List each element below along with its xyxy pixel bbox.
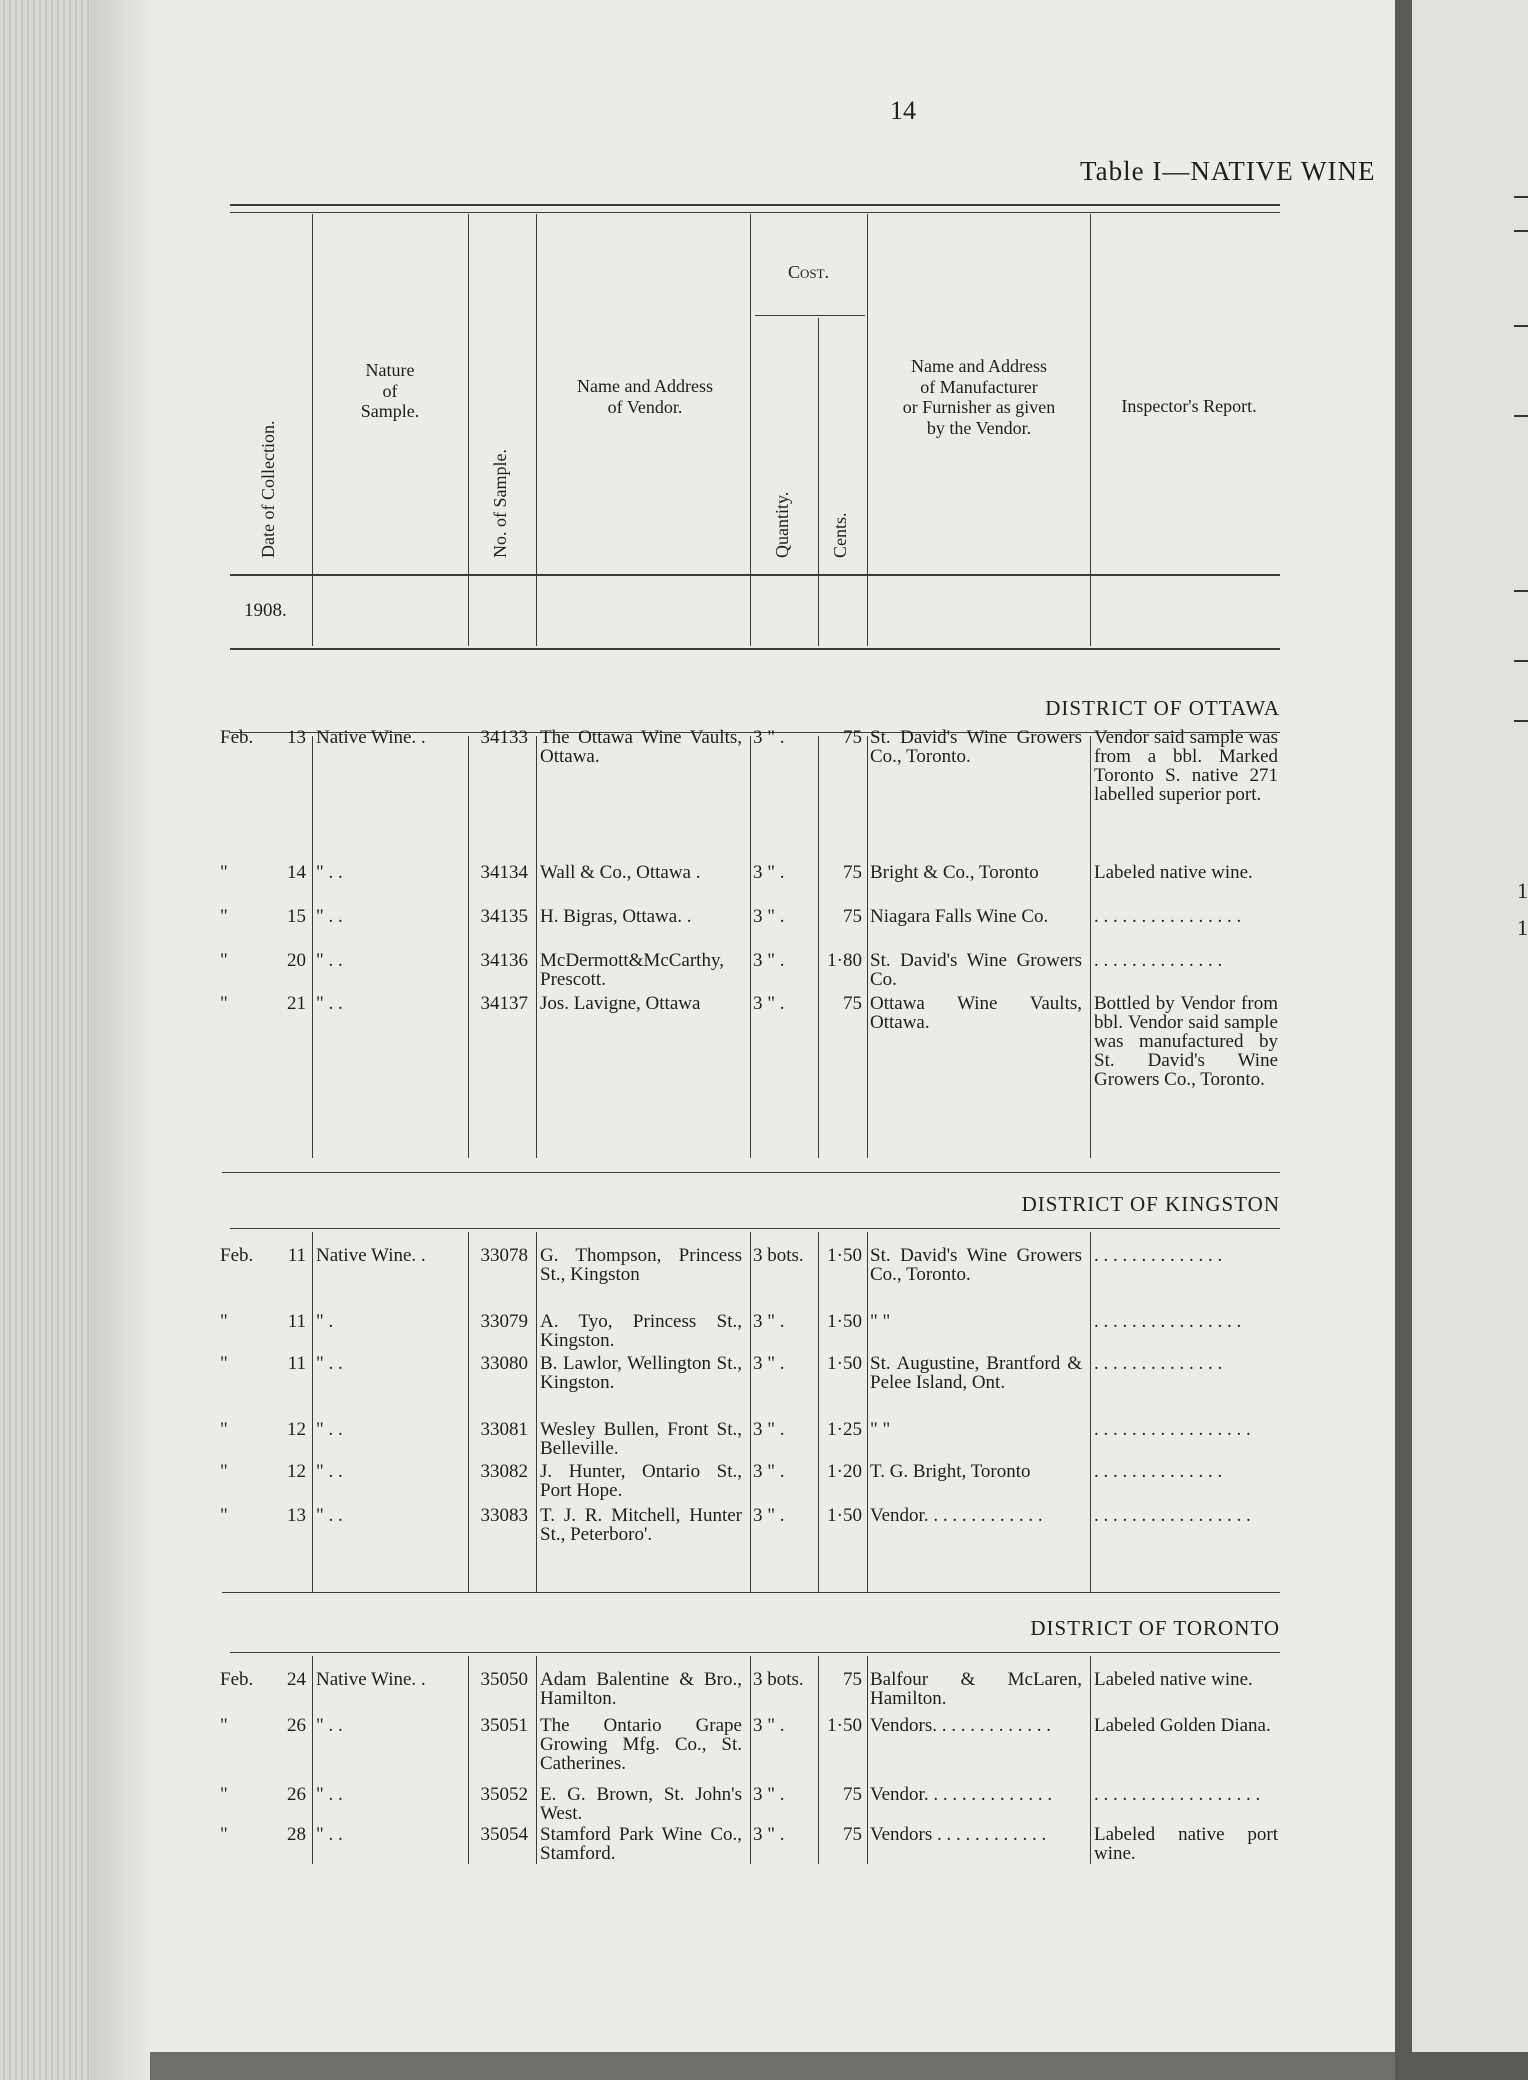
cell-number: 34137 [480,993,528,1014]
cell-day: 11 [287,1245,306,1266]
cell-report: . . . . . . . . . . . . . . [1094,1353,1223,1374]
year-label: 1908. [244,600,287,621]
cell-manufacturer: Niagara Falls Wine Co. [870,906,1049,927]
cell-day: 21 [287,993,306,1014]
cell-day: 13 [287,727,306,748]
cell-number: 34135 [480,906,528,927]
column-rule [750,736,751,1158]
cell-day: 24 [287,1669,306,1690]
cell-vendor: Adam Balentine & Bro., Hamilton. [540,1669,742,1709]
document-page [150,0,1395,2052]
cell-report: Bottled by Vendor from bbl. Vendor said sample was manufactured by St. David's Wine Growers Co., Toronto. [1094,993,1278,1090]
cell-vendor: E. G. Brown, St. John's West. [540,1784,742,1824]
cell-cents: 75 [843,993,862,1014]
cell-nature: " . . [316,862,343,883]
row-month: Feb. [220,1245,254,1266]
column-rule [536,736,537,1158]
cell-number: 34136 [480,950,528,971]
cell-manufacturer: Bright & Co., Toronto [870,862,1039,883]
cell-manufacturer: Balfour & McLaren, Hamilton. [870,1669,1082,1709]
column-rule [312,1656,313,1864]
cell-nature: " . . [316,950,343,971]
column-rule [468,1656,469,1864]
cell-quantity: 3 bots. [753,1245,804,1266]
cell-vendor: Wall & Co., Ottawa . [540,862,701,883]
cell-quantity: 3 " . [753,1784,785,1805]
cell-vendor: T. J. R. Mitchell, Hunter St., Peterboro'. [540,1505,742,1545]
column-rule [468,736,469,1158]
cell-quantity: 3 bots. [753,1669,804,1690]
cell-cents: 1·80 [827,950,862,971]
row-month: " [220,1784,228,1805]
facing-page-edge: 1 1 [1412,0,1528,2052]
header-number: No. of Sample. [490,449,510,558]
cell-nature: " . . [316,1353,343,1374]
row-month: " [220,950,228,971]
cell-cents: 75 [843,1784,862,1805]
cell-nature: Native Wine. . [316,727,426,748]
cell-quantity: 3 " . [753,862,785,883]
cell-quantity: 3 " . [753,1505,785,1526]
district-bottom-rule [222,1592,1280,1593]
cell-vendor: B. Lawlor, Wellington St., Kingston. [540,1353,742,1393]
cell-quantity: 3 " . [753,1353,785,1374]
header-date: Date of Collection. [258,420,278,558]
cell-cents: 1·20 [827,1461,862,1482]
cell-number: 33080 [480,1353,528,1374]
header-cost: Cost. [787,262,830,282]
header-quantity: Quantity. [772,491,792,558]
cell-nature: " . . [316,1505,343,1526]
cell-manufacturer: Vendors . . . . . . . . . . . . [870,1824,1047,1845]
cell-manufacturer: Vendor. . . . . . . . . . . . . [870,1505,1043,1526]
cell-report: . . . . . . . . . . . . . . [1094,1461,1223,1482]
district-title: DISTRICT OF OTTAWA [1045,696,1280,720]
cell-day: 11 [287,1311,306,1332]
cell-report: . . . . . . . . . . . . . . . . [1094,1311,1242,1332]
cell-quantity: 3 " . [753,1715,785,1736]
column-rule [1090,1232,1091,1592]
cell-report: . . . . . . . . . . . . . . . . . . [1094,1784,1261,1805]
cell-manufacturer: St. David's Wine Growers Co. [870,950,1082,990]
cell-cents: 75 [843,727,862,748]
book-gutter [90,0,150,2080]
cell-day: 26 [287,1715,306,1736]
cell-manufacturer: St. David's Wine Growers Co., Toronto. [870,1245,1082,1285]
cell-nature: " . . [316,993,343,1014]
cell-report: . . . . . . . . . . . . . . [1094,950,1223,971]
cell-number: 35050 [480,1669,528,1690]
header-report: Inspector's Report. [1121,396,1257,416]
cell-day: 12 [287,1419,306,1440]
cell-vendor: G. Thompson, Princess St., Kingston [540,1245,742,1285]
cell-report: . . . . . . . . . . . . . . . . [1094,906,1242,927]
cell-quantity: 3 " . [753,950,785,971]
cell-vendor: Stamford Park Wine Co., Stamford. [540,1824,742,1864]
row-month: Feb. [220,727,254,748]
header-cents: Cents. [830,512,850,558]
page-number: 14 [890,96,916,125]
header-nature: Nature of Sample. [360,360,420,422]
cell-quantity: 3 " . [753,1419,785,1440]
column-rule [867,736,868,1158]
row-month: " [220,1824,228,1845]
row-month: " [220,906,228,927]
cell-manufacturer: St. David's Wine Growers Co., Toronto. [870,727,1082,767]
district-rule [230,1652,1280,1653]
row-month: " [220,1461,228,1482]
cell-cents: 75 [843,906,862,927]
cell-report: . . . . . . . . . . . . . . [1094,1245,1223,1266]
cell-nature: " . . [316,1824,343,1845]
cell-report: Labeled native wine. [1094,1669,1253,1690]
cell-cents: 75 [843,1669,862,1690]
cell-vendor: The Ontario Grape Growing Mfg. Co., St. Catherines. [540,1715,742,1774]
cell-number: 33079 [480,1311,528,1332]
cell-manufacturer: " " [870,1419,891,1440]
row-month: " [220,862,228,883]
cell-report: . . . . . . . . . . . . . . . . . [1094,1505,1251,1526]
cell-report: Labeled Golden Diana. [1094,1715,1271,1736]
cell-number: 33081 [480,1419,528,1440]
cell-day: 20 [287,950,306,971]
column-rule [818,736,819,1158]
column-rule [536,1232,537,1592]
row-month: " [220,1505,228,1526]
row-month: " [220,993,228,1014]
header-manufacturer: Name and Address of Manufacturer or Furnisher as given by the Vendor. [902,356,1056,439]
column-rule [468,1232,469,1592]
cell-quantity: 3 " . [753,1311,785,1332]
cell-day: 14 [287,862,306,883]
district-bottom-rule [222,1172,1280,1173]
cell-number: 35052 [480,1784,528,1805]
cell-nature: " . [316,1311,334,1332]
cell-cents: 1·50 [827,1505,862,1526]
cell-cents: 75 [843,1824,862,1845]
cell-day: 26 [287,1784,306,1805]
cell-cents: 75 [843,862,862,883]
cell-number: 34133 [480,727,528,748]
cell-nature: " . . [316,1784,343,1805]
cell-day: 15 [287,906,306,927]
cell-cents: 1·50 [827,1245,862,1266]
column-rule [536,1656,537,1864]
cell-vendor: A. Tyo, Princess St., Kingston. [540,1311,742,1351]
cell-nature: Native Wine. . [316,1669,426,1690]
cell-vendor: H. Bigras, Ottawa. . [540,906,692,927]
district-title: DISTRICT OF TORONTO [1030,1616,1280,1640]
cell-number: 34134 [480,862,528,883]
district-rule [230,1228,1280,1229]
cell-number: 33083 [480,1505,528,1526]
cell-day: 12 [287,1461,306,1482]
cell-report: Vendor said sample was from a bbl. Marked Toronto S. native 271 labelled superior port. [1094,727,1278,805]
cell-nature: " . . [316,1461,343,1482]
cell-nature: Native Wine. . [316,1245,426,1266]
row-month: " [220,1419,228,1440]
cell-cents: 1·50 [827,1353,862,1374]
cell-cents: 1·25 [827,1419,862,1440]
column-rule [312,736,313,1158]
cell-day: 11 [287,1353,306,1374]
cell-quantity: 3 " . [753,993,785,1014]
column-rule [750,1656,751,1864]
row-month: " [220,1311,228,1332]
cell-report: . . . . . . . . . . . . . . . . . [1094,1419,1251,1440]
cell-manufacturer: Vendor. . . . . . . . . . . . . . [870,1784,1053,1805]
cell-number: 35051 [480,1715,528,1736]
cell-number: 33082 [480,1461,528,1482]
row-month: Feb. [220,1669,254,1690]
district-title: DISTRICT OF KINGSTON [1021,1192,1280,1216]
cell-number: 33078 [480,1245,528,1266]
cell-quantity: 3 " . [753,906,785,927]
header-vendor: Name and Address of Vendor. [577,376,713,417]
cell-vendor: The Ottawa Wine Vaults, Ottawa. [540,727,742,767]
column-rule [818,1232,819,1592]
cell-quantity: 3 " . [753,1461,785,1482]
row-month: " [220,1353,228,1374]
cell-manufacturer: St. Augustine, Brantford & Pelee Island, Ont. [870,1353,1082,1393]
column-rule [750,1232,751,1592]
cell-day: 13 [287,1505,306,1526]
column-rule [867,1656,868,1864]
column-rule [1090,736,1091,1158]
cell-quantity: 3 " . [753,727,785,748]
cell-vendor: Wesley Bullen, Front St., Belleville. [540,1419,742,1459]
cell-manufacturer: Ottawa Wine Vaults, Ottawa. [870,993,1082,1033]
cell-vendor: McDermott&McCarthy, Prescott. [540,950,724,990]
column-rule [312,1232,313,1592]
cell-vendor: J. Hunter, Ontario St., Port Hope. [540,1461,742,1501]
cell-nature: " . . [316,1419,343,1440]
cell-nature: " . . [316,1715,343,1736]
cell-manufacturer: " " [870,1311,891,1332]
table-title: Table I—NATIVE WINE [1080,156,1376,186]
cell-manufacturer: Vendors. . . . . . . . . . . . . [870,1715,1052,1736]
cell-cents: 1·50 [827,1715,862,1736]
cell-day: 28 [287,1824,306,1845]
cell-quantity: 3 " . [753,1824,785,1845]
column-rule [1090,1656,1091,1864]
row-month: " [220,1715,228,1736]
cell-report: Labeled native wine. [1094,862,1253,883]
column-rule [867,1232,868,1592]
cell-manufacturer: T. G. Bright, Toronto [870,1461,1031,1482]
cell-nature: " . . [316,906,343,927]
cell-report: Labeled native port wine. [1094,1824,1278,1864]
cell-number: 35054 [480,1824,528,1845]
cell-vendor: Jos. Lavigne, Ottawa [540,993,701,1014]
cell-cents: 1·50 [827,1311,862,1332]
